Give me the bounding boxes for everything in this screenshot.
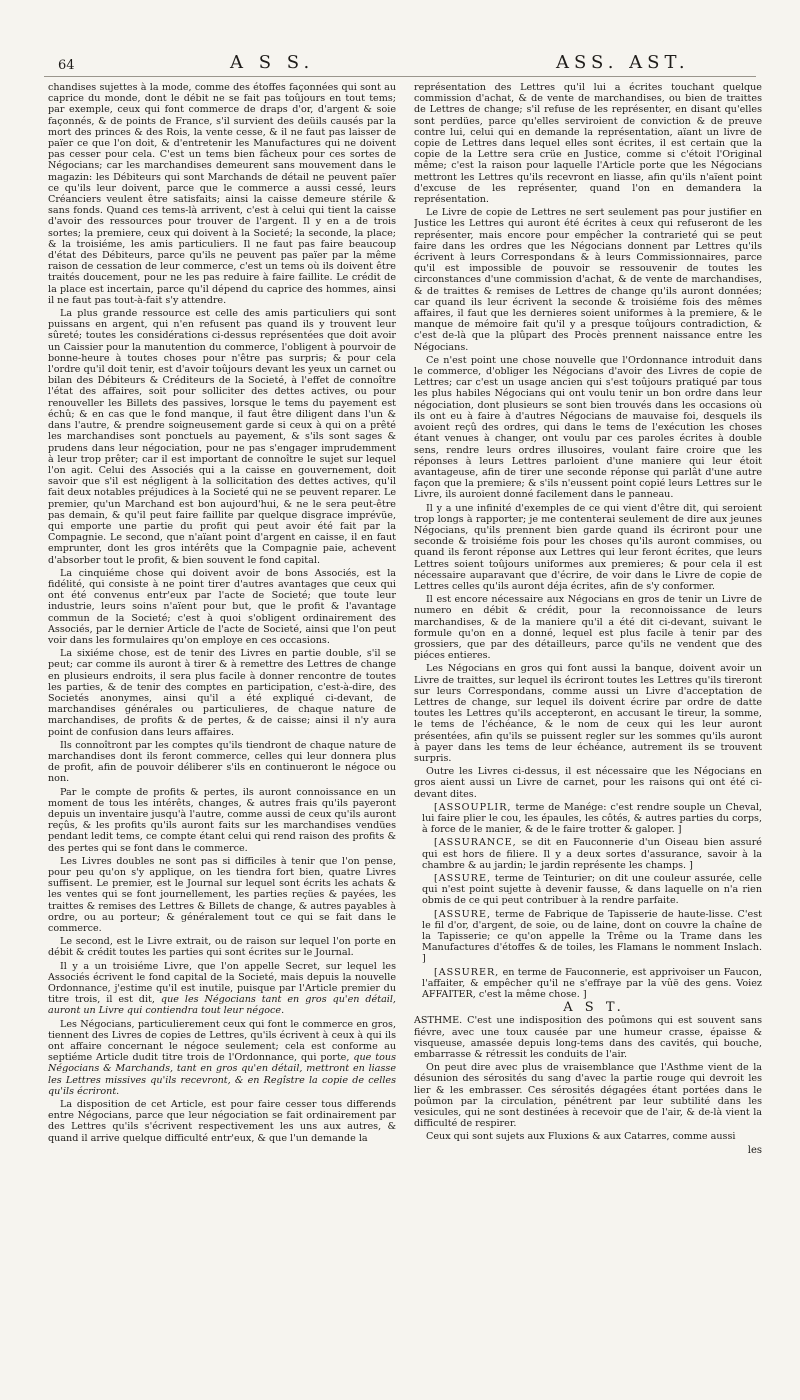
right-running-title: ASS. AST.: [556, 52, 690, 73]
paragraph: ASTHME. C'est une indisposition des poûmons qui est souvent sans fiévre, avec une toux causée par une humeur crasse, épaisse & visqueuse, amassée depuis long-tems dans des cavités, qui bouche, embarrasse & rétressit les conduits de l'air.: [414, 1015, 762, 1061]
paragraph: Le Livre de copie de Lettres ne sert seulement pas pour justifier en Justice les Lettres qui auront été écrites à ceux qui refuseront de les représenter, mais encore pour empêcher la contrarieté qui se peut faire dans les ordres que les Négocians donnent par Lettres qu'ils écrivent à leurs Correspondans & à leurs Commissionnaires, parce qu'il est impossible de pouvoir se ressouvenir de toutes les circonstances d'une commission d'achat, & de vente de marchandises, & de traittes & remises de Lettres de change qu'ils auront données; car quand ils leur écrivent la seconde & troisiéme fois des mêmes affaires, il faut que les dernieres soient uniformes à la premiere, & le manque de mémoire fait qu'il y a presque toûjours contradiction, & c'est de-là que la plûpart des Procès prennent naissance entre les Négocians.: [414, 207, 762, 353]
section-heading: A S T.: [563, 1000, 625, 1016]
paragraph: On peut dire avec plus de vraisemblance que l'Asthme vient de la désunion des sérosités du sang d'avec la partie rouge qui devroit les lier & les embrasser. Ces sérosités dégagées étant portées dans le poûmon par la circulation, pénétrent par leur subtilité dans les vesicules, qui ne sont destinées à recevoir que de l'air, & de-là vient la difficulté de respirer.: [414, 1062, 762, 1130]
entry-text: terme de Fabrique de Tapisserie de haute-lisse. C'est le fil d'or, d'argent, de soie, ou de laine, dont on couvre la chaîne de la Tapisserie; ce qu'on appelle la Trême ou la Trame dans les Manufactures d'étoffes & de toiles, les Flamans le nomment Inslach. ]: [422, 908, 762, 965]
paragraph: Les Livres doubles ne sont pas si difficiles à tenir que l'on pense, pour peu qu'on s'y applique, on les tiendra fort bien, quatre Livres suffisent. Le premier, est le Journal sur lequel sont écrits les achats & les ventes qui se font journellement, les parties reçües & payées, les traittes & remises des Lettres & Billets de change, & autres payables à ordre, ou au porteur; & généralement tout ce qui se fait dans le commerce.: [48, 855, 396, 935]
paragraph: La sixiéme chose, est de tenir des Livres en partie double, s'il se peut; car comme ils auront à tirer & à remettre des Lettres de change en plusieurs endroits, il sera plus facile à donner rencontre de toutes les parties, & de tenir des comptes en participation, c'est-à-dire, des Societés anonymes, ainsi qu'il a été expliqué ci-devant, de marchandises générales ou particulieres, de chaque nature de marchandises, de profits & de pertes, & de caisse; ainsi il n'y aura point de confusion dans leurs affaires.: [48, 648, 396, 738]
left-running-title: A S S.: [230, 52, 315, 73]
paragraph: Il est encore nécessaire aux Négocians en gros de tenir un Livre de numero en débit & crédit, pour la reconnoissance de leurs marchandises, & de la maniere qu'il a été dit ci-devant, suivant le formule qu'on en a donné, lequel est plus facile à tenir par des grossiers, que par des détailleurs, parce qu'ils ne vendent que des piéces entieres.: [414, 594, 762, 662]
entry-headword: [ASSURE,: [434, 873, 492, 885]
dictionary-entry: [414, 967, 762, 1001]
catchword: les: [747, 1144, 762, 1156]
paragraph: Ils connoîtront par les comptes qu'ils tiendront de chaque nature de marchandises dont ils feront commerce, celles qui leur donnera plus de profit, afin de pouvoir déliberer s'ils en continueront le négoce ou non.: [48, 739, 396, 785]
entry-text: se dit en Fauconnerie d'un Oiseau bien assuré qui est hors de filiere. Il y a deux sortes d'assurance, savoir à la chambre & au jardin; le jardin représente les champs. ]: [422, 837, 762, 871]
paragraph: Il y a une infinité d'exemples de ce qui vient d'être dit, qui seroient trop longs à rapporter; je me contenterai seulement de dire aux jeunes Négocians, qu'ils prennent bien garde quand ils écriront pour une seconde & troisiéme fois pour les choses qu'ils auront commises, ou quand ils feront réponse aux Lettres qui leur feront écrites, que leurs Lettres soient toûjours uniformes aux premieres; & pour cela il est nécessaire auparavant que d'écrire, de voir dans le Livre de copie de Lettres celles qu'ils auront déja écrites, afin de s'y conformer.: [414, 502, 762, 592]
entry-headword: [ASSURER,: [434, 966, 500, 978]
paragraph: La disposition de cet Article, est pour faire cesser tous differends entre Négocians, parce que leur négociation se fait ordinairement par des Lettres qu'ils s'écrivent respectivement les uns aux autres, & quand il arrive quelque difficulté entr'eux, & que l'un demande la: [48, 1099, 396, 1144]
paragraph: La plus grande ressource est celle des amis particuliers qui sont puissans en argent, qui n'en refusent pas quand ils y trouvent leur sûreté; toutes les considérations ci-dessus représentées que doit avoir un Caissier pour la manutention du commerce, l'obligent à pourvoir de bonne-heure à toutes choses pour n'être pas surpris; & pour cela l'ordre qu'il doit tenir, est d'avoir toûjours devant les yeux un carnet ou bilan des Débiteurs & Créditeurs de la Societé, à l'effet de connoître l'état des affaires, soit pour solliciter des dettes actives, ou pour renouveller les Billets des passives, lorsque le tems du payement est échû; & en cas que le fond manque, il faut être diligent dans l'un & dans l'autre, & prendre soigneusement garde si ceux à qui on a prêté les marchandises sont ponctuels au payement, & s'ils sont sages & prudens dans leur négociation, pour ne pas s'engager imprudemment à leur trop prêter; car il est important de connoître le sujet sur lequel l'on agit. Celui des Associés qui a la caisse en gouvernement, doit savoir que s'il est négligent à la sollicitation des dettes actives, qu'il fait deux notables préjudices à la Societé qui ne se peuvent reparer. Le premier, qu'un Marchand est bon aujourd'hui, & ne le sera peut-être pas demain, & qu'il peut faire faillite par quelque disgrace imprévüe, qui emporte une partie du profit qui peut avoir été fait par la Compagnie. Le second, que n'aïant point d'argent en caisse, il en faut emprunter, dont les gros intérêts que la Compagnie paie, achevent d'absorber tout le profit, & bien souvent le fond capital.: [48, 308, 396, 566]
paragraph: Ce n'est point une chose nouvelle que l'Ordonnance introduit dans le commerce, d'obliger les Négocians d'avoir des Livres de copie de Lettres; car c'est un usage ancien qui s'est toûjours pratiqué par tous les plus habiles Négocians qui ont voulu tenir un bon ordre dans leur négociation, dont plusieurs se sont bien trouvés dans les occasions où ils ont eu à faire à d'autres Négocians de mauvaise foi, desquels ils avoient reçû des ordres, qui dans le tems de l'exécution les choses étant venues à changer, ont voulu par ces paroles écrites à double sens, rendre leurs ordres illusoires, voulant faire croire que les réponses à leurs Lettres parloient d'une maniere qui leur étoit avantageuse, afin de tirer une seconde réponse qui parlât d'une autre façon que la premiere; & s'ils n'eussent point copié leurs Lettres sur le Livre, ils auroient donné facilement dans le panneau.: [414, 354, 762, 501]
entry-headword: [ASSURANCE,: [434, 837, 517, 849]
dictionary-entry: [414, 909, 762, 965]
entry-text: en terme de Fauconnerie, est apprivoiser un Faucon, l'affaiter, & empêcher qu'il ne s'effraye par la vûë des gens. Voiez AFFAITER, c'est la même chose. ]: [422, 966, 762, 1001]
running-head: [44, 46, 756, 77]
paragraph-text: Les Négocians, particulierement ceux qui font le commerce en gros, tiennent des Livres de copies de Lettres, qu'ils écrivent à ceux à qui ils ont affaire concernant le négoce seulement; cela est conforme au septiéme Article dudit titre trois de l'Ordonnance, qui porte,: [48, 1018, 396, 1064]
left-column: [48, 82, 396, 1380]
entry-text: terme de Manége: c'est rendre souple un Cheval, lui faire plier le cou, les épaules, les côtés, & autres parties du corps, à force de le manier, & de le faire trotter & galoper. ]: [422, 801, 762, 836]
paragraph: Outre les Livres ci-dessus, il est nécessaire que les Négocians en gros aient aussi un Livre de carnet, pour les raisons qui ont été ci-devant dites.: [414, 766, 762, 800]
entry-headword: [ASSOUPLIR,: [434, 801, 512, 813]
paragraph: Par le compte de profits & pertes, ils auront connoissance en un moment de tous les intérêts, changes, & autres frais qu'ils payeront depuis un inventaire jusqu'à l'autre, comme aussi de ceux qu'ils auront reçûs, & les profits qu'ils auront faits sur les marchandises vendües pendant ledit tems, ce compte étant celui qui rend raison des profits & des pertes qui se font dans le commerce.: [48, 786, 396, 854]
paragraph-with-quote: [48, 961, 396, 1017]
paragraph: La cinquiéme chose qui doivent avoir de bons Associés, est la fidélité, qui consiste à ne point tirer d'autres avantages que ceux qui ont été convenus entr'eux par l'acte de Societé; que toute leur industrie, leurs soins n'aïent pour but, que le profit & l'avantage commun de la Societé; c'est à quoi s'obligent ordinairement des Associés, par le dernier Article de l'acte de Societé, ainsi que l'on peut voir dans les formulaires qu'on employe en ces occasions.: [48, 567, 396, 646]
italic-quote: que tous Négocians & Marchands, tant en gros qu'en détail, mettront en liasse les Lettres missives qu'ils recevront, & en Regîstre la copie de celles qu'ils écriront.: [48, 1052, 396, 1097]
paragraph: Le second, est le Livre extrait, ou de raison sur lequel l'on porte en débit & crédit toutes les parties qui sont écrites sur le Journal.: [48, 936, 396, 959]
paragraph: Ceux qui sont sujets aux Fluxions & aux Catarres, comme aussi: [426, 1131, 736, 1143]
dictionary-entry: [414, 837, 762, 871]
dictionary-entry: [414, 873, 762, 907]
dictionary-entry: [414, 802, 762, 836]
paragraph-text: Il y a un troisiéme Livre, que l'on appelle Secret, sur lequel les Associés écrivent le fond capital de la Societé, mais depuis la nouvelle Ordonnance, j'estime qu'il est inutile, puisque par l'Article premier du titre trois, il est dit,: [48, 960, 396, 1006]
paragraph: représentation des Lettres qu'il lui a écrites touchant quelque commission d'achat, & de vente de marchandises, ou bien de traittes de Lettres de change; s'il refuse de les représenter, en disant qu'elles sont perdües, parce qu'elles serviroient de conviction & de preuve contre lui, celui qui en demande la représentation, aïant un livre de copie de Lettres dans lequel elles sont écrites, il est certain que la copie de la Lettre sera crüe en Justice, comme si c'étoit l'Original même; c'est la raison pour laquelle l'Article porte que les Négocians mettront les Lettres qu'ils recevront en liasse, afin qu'ils n'aïent point d'excuse de les représenter, quand l'on en demandera la représentation.: [414, 82, 762, 206]
italic-quote: que les Négocians tant en gros qu'en détail, auront un Livre qui contiendra tout leur négoce.: [48, 994, 396, 1017]
right-column: [414, 82, 762, 1380]
paragraph-with-quote: [48, 1019, 396, 1097]
entry-text: terme de Teinturier; on dit une couleur assurée, celle qui n'est point sujette à devenir fausse, & dans laquelle on n'a rien obmis de ce qui peut contribuer à la rendre parfaite.: [422, 873, 762, 907]
page-number: 64: [58, 58, 75, 73]
paragraph: chandises sujettes à la mode, comme des étoffes façonnées qui sont au caprice du monde, dont le débit ne se fait pas toûjours en tout tems; par exemple, ceux qui font commerce de draps d'or, d'argent & soie façonnés, & de points de France, s'il survient des deüils causés par la mort des princes & des Rois, la vente cesse, & il ne faut pas laisser de païer ce que l'on doit, & d'entretenir les Manufactures qui ne doivent pas cesser pour cela. C'est un tems bien fâcheux pour ces sortes de Négocians; car les marchandises demeurent sans mouvement dans le magazin: les Débiteurs qui sont Marchands de détail ne peuvent païer ce qu'ils leur doivent, parce que le commerce a aussi cessé, leurs Créanciers veulent être satisfaits; ainsi la caisse demeure stérile & sans fonds. Quand ces tems-là arrivent, c'est à celui qui tient la caisse d'avoir des ressources pour trouver de l'argent. Il y en a de trois sortes; la premiere, ceux qui doivent à la Societé; la seconde, la place; & la troisiéme, les amis particuliers. Il ne faut pas faire beaucoup d'état des Débiteurs, parce qu'ils ne peuvent pas païer par la même raison de cessation de leur commerce, c'est un tems où ils doivent être traités doucement, pour ne les pas reduire à faire faillite. Le crédit de la place est incertain, parce qu'il dépend du caprice des hommes, ainsi il ne faut pas tout-à-fait s'y attendre.: [48, 82, 396, 306]
entry-headword: [ASSURE,: [434, 908, 492, 920]
paragraph: Les Négocians en gros qui font aussi la banque, doivent avoir un Livre de traittes, sur lequel ils écriront toutes les Lettres qu'ils tireront sur leurs Correspondans, comme aussi un Livre d'acceptation de Lettres de change, sur lequel ils doivent écrire par ordre de datte toutes les Lettres qu'ils accepteront, en accusant le tireur, la somme, le tems de l'échéance, & le nom de ceux qui les leur auront présentées, afin qu'ils se puissent regler sur les sommes qu'ils auront à payer dans les tems de leur échéance, autrement ils se trouvent surpris.: [414, 663, 762, 764]
text-columns: [48, 82, 762, 1380]
